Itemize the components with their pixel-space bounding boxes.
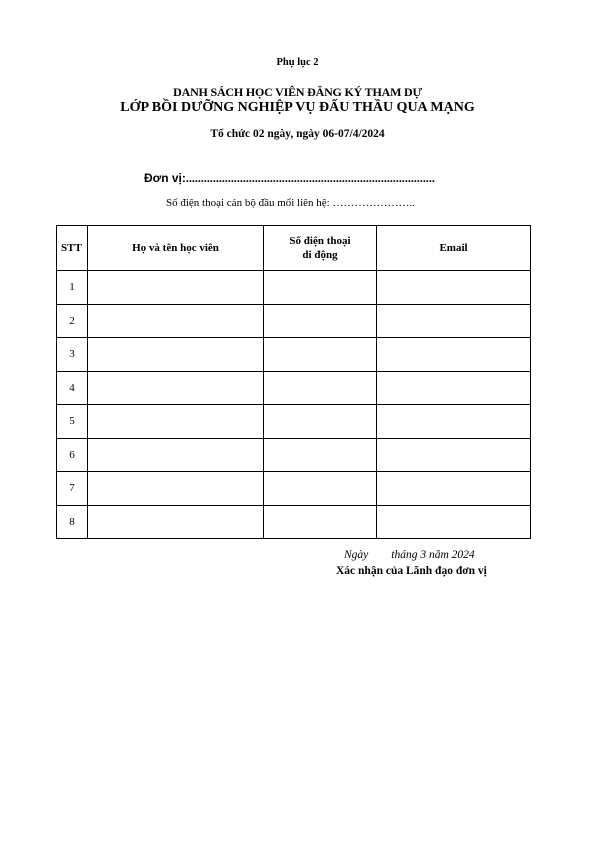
- name-cell[interactable]: [88, 338, 264, 372]
- table-row: [57, 472, 531, 506]
- phone-cell[interactable]: [264, 371, 377, 405]
- email-cell[interactable]: [377, 338, 531, 372]
- header-phone-line1: Số điện thoại: [289, 235, 351, 247]
- phone-cell[interactable]: [264, 304, 377, 338]
- leader-confirmation-label: Xác nhận của Lãnh đạo đơn vị: [336, 565, 487, 577]
- document-subtitle: Tổ chức 02 ngày, ngày 06-07/4/2024: [210, 128, 385, 140]
- header-name: Họ và tên học viên: [88, 226, 264, 271]
- registration-table: [56, 225, 531, 539]
- name-cell[interactable]: [88, 405, 264, 439]
- phone-cell[interactable]: [264, 472, 377, 506]
- table-header-row: [57, 226, 531, 271]
- row-number: 7: [57, 472, 88, 506]
- name-cell[interactable]: [88, 472, 264, 506]
- appendix-label: Phụ lục 2: [276, 57, 319, 68]
- email-cell[interactable]: [377, 438, 531, 472]
- phone-cell[interactable]: [264, 405, 377, 439]
- row-number: 3: [57, 338, 88, 372]
- name-cell[interactable]: [88, 438, 264, 472]
- row-number: 6: [57, 438, 88, 472]
- table-row: [57, 271, 531, 305]
- table-row: [57, 338, 531, 372]
- unit-label: Đơn vị:: [144, 171, 186, 185]
- table-row: [57, 304, 531, 338]
- email-cell[interactable]: [377, 371, 531, 405]
- phone-cell[interactable]: [264, 338, 377, 372]
- name-cell[interactable]: [88, 271, 264, 305]
- header-email: Email: [377, 226, 531, 271]
- phone-cell[interactable]: [264, 505, 377, 539]
- signature-date: Ngày tháng 3 năm 2024: [344, 549, 475, 561]
- name-cell[interactable]: [88, 371, 264, 405]
- phone-cell[interactable]: [264, 438, 377, 472]
- row-number: 2: [57, 304, 88, 338]
- unit-field: [144, 171, 435, 186]
- row-number: 5: [57, 405, 88, 439]
- contact-phone-field: Số điện thoại cán bộ đầu mối liên hệ: …………………..: [166, 197, 415, 209]
- row-number: 4: [57, 371, 88, 405]
- header-phone-line2: di động: [302, 249, 338, 261]
- row-number: 1: [57, 271, 88, 305]
- email-cell[interactable]: [377, 505, 531, 539]
- email-cell[interactable]: [377, 271, 531, 305]
- name-cell[interactable]: [88, 505, 264, 539]
- table-row: [57, 371, 531, 405]
- table-row: [57, 505, 531, 539]
- phone-cell[interactable]: [264, 271, 377, 305]
- document-title-line2: LỚP BỒI DƯỠNG NGHIỆP VỤ ĐẤU THẦU QUA MẠNG: [120, 100, 475, 115]
- name-cell[interactable]: [88, 304, 264, 338]
- table-row: [57, 438, 531, 472]
- row-number: 8: [57, 505, 88, 539]
- unit-dots: ...................................................................................: [185, 171, 435, 185]
- email-cell[interactable]: [377, 304, 531, 338]
- header-stt: STT: [57, 226, 88, 271]
- table-row: [57, 405, 531, 439]
- email-cell[interactable]: [377, 472, 531, 506]
- document-title-line1: DANH SÁCH HỌC VIÊN ĐĂNG KÝ THAM DỰ: [173, 85, 422, 99]
- email-cell[interactable]: [377, 405, 531, 439]
- header-phone: [264, 226, 377, 271]
